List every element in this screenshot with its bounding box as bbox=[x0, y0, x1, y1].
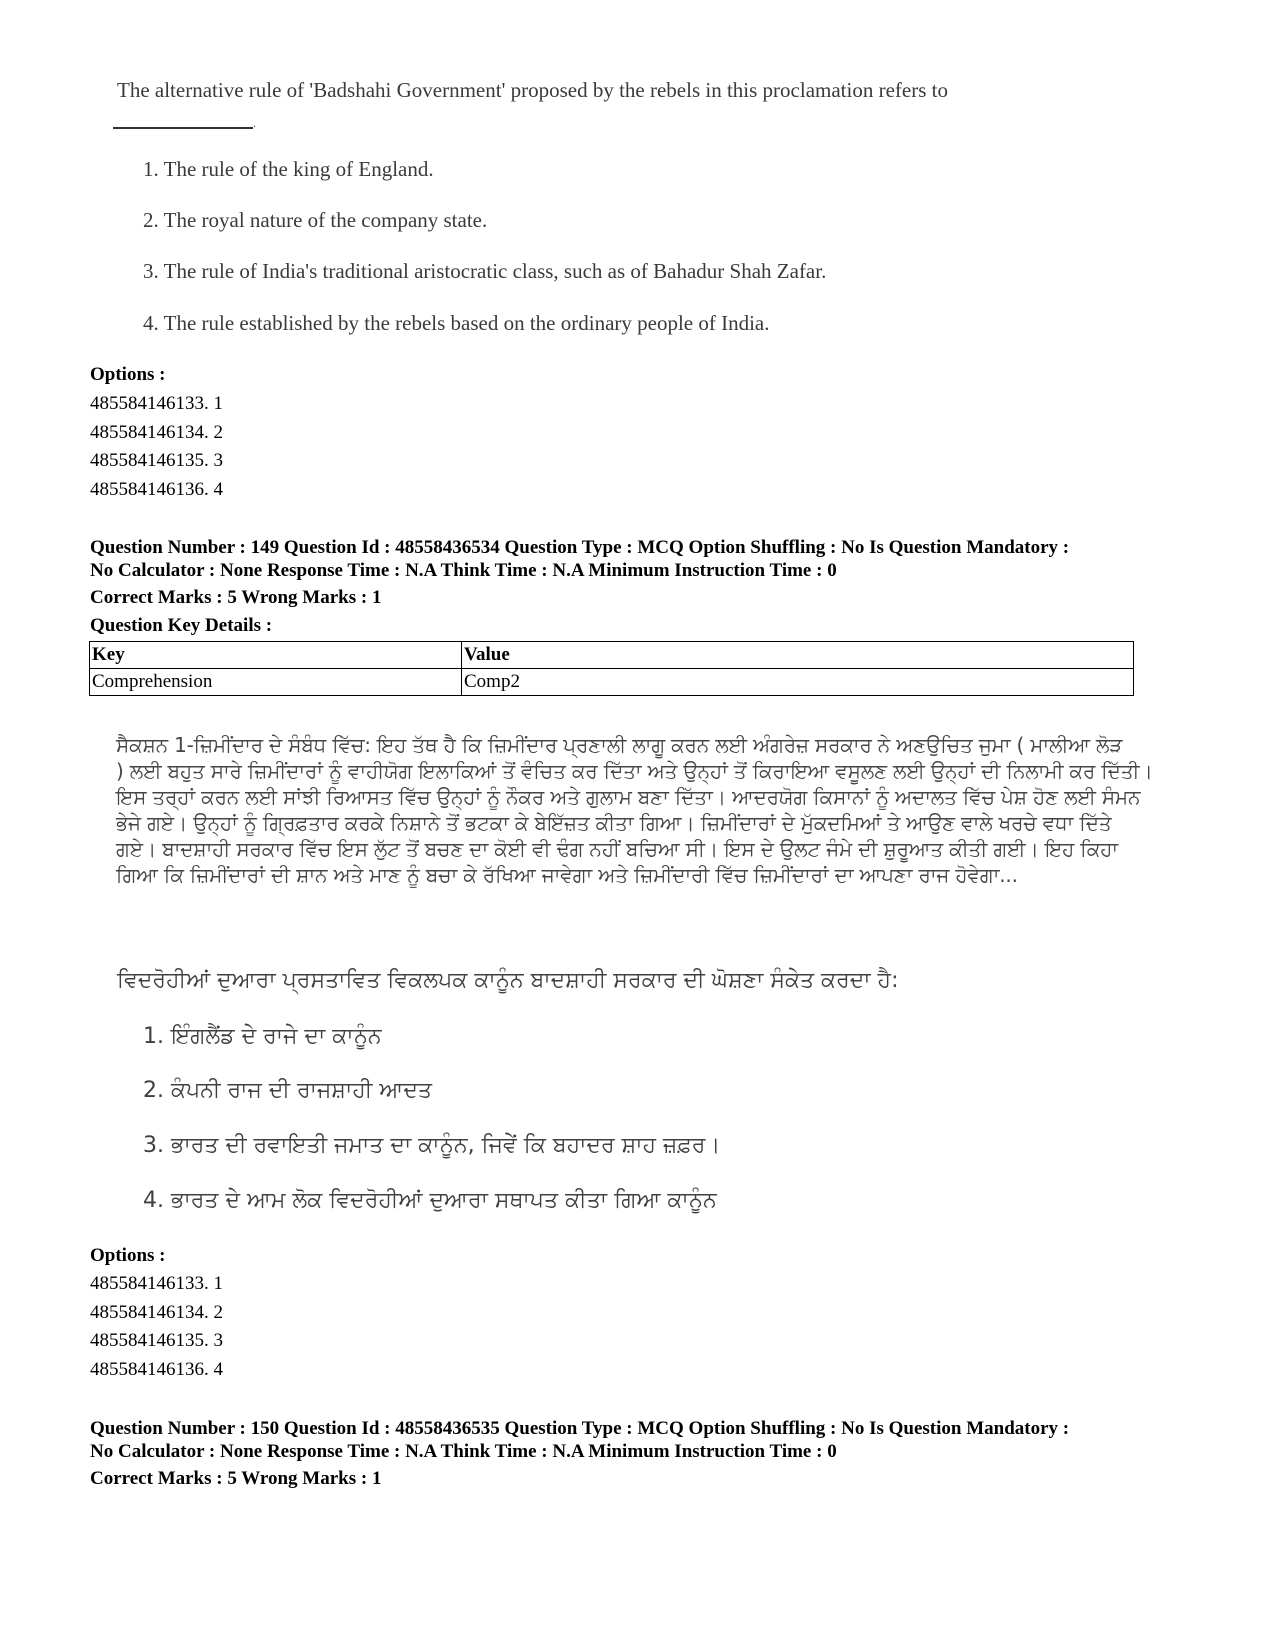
option-item: 485584146134. 2 bbox=[90, 421, 223, 443]
q149-item-4: 4. ਭਾਰਤ ਦੇ ਆਮ ਲੋਕ ਵਿਦਰੋਹੀਆਂ ਦੁਆਰਾ ਸਥਾਪਤ ਕੀਤਾ ਗਿਆ ਕਾਨੂੰਨ bbox=[143, 1188, 717, 1213]
option-item: 485584146134. 2 bbox=[90, 1301, 223, 1323]
q149-meta bbox=[90, 536, 1069, 582]
passage-line: ਸੈਕਸ਼ਨ 1-ਜ਼ਿਮੀਂਦਾਰ ਦੇ ਸੰਬੰਧ ਵਿੱਚ: ਇਹ ਤੱਥ ਹੈ ਕਿ ਜ਼ਿਮੀਂਦਾਰ ਪ੍ਰਣਾਲੀ ਲਾਗੂ ਕਰਨ ਲਈ ਅੰਗਰੇਜ਼ ਸਰਕਾਰ ਨੇ ਅਣਉਚਿਤ ਜੁਮਾ ( ਮਾਲੀਆ ਲੋੜ bbox=[116, 733, 1123, 757]
q149-item-1: 1. ਇੰਗਲੈਂਡ ਦੇ ਰਾਜੇ ਦਾ ਕਾਨੂੰਨ bbox=[143, 1024, 382, 1049]
table-row bbox=[90, 669, 1134, 696]
passage-line: ) ਲਈ ਬਹੁਤ ਸਾਰੇ ਜ਼ਿਮੀਂਦਾਰਾਂ ਨੂੰ ਵਾਹੀਯੋਗ ਇਲਾਕਿਆਂ ਤੋਂ ਵੰਚਿਤ ਕਰ ਦਿੱਤਾ ਅਤੇ ਉਨ੍ਹਾਂ ਤੋਂ ਕਿਰਾਇਆ ਵਸੂਲਣ ਲਈ ਉਨ੍ਹਾਂ ਦੀ ਨਿਲਾਮੀ ਕਰ ਦਿੱਤੀ। bbox=[116, 759, 1153, 783]
q149-options-list bbox=[90, 1270, 223, 1384]
q150-meta-line1: Question Number : 150 Question Id : 48558436535 Question Type : MCQ Option Shuffling : No Is Question Mandatory : bbox=[90, 1418, 1070, 1439]
passage-line: ਗਿਆ ਕਿ ਜ਼ਿਮੀਂਦਾਰਾਂ ਦੀ ਸ਼ਾਨ ਅਤੇ ਮਾਣ ਨੂੰ ਬਚਾ ਕੇ ਰੱਖਿਆ ਜਾਵੇਗਾ ਅਤੇ ਜ਼ਿਮੀਂਦਾਰੀ ਵਿੱਚ ਜ਼ਿਮੀਂਦਾਰਾਂ ਦਾ ਆਪਣਾ ਰਾਜ ਹੋਵੇਗਾ... bbox=[116, 863, 1018, 887]
table-cell-key: Comprehension bbox=[90, 669, 462, 696]
table-cell-value: Comp2 bbox=[462, 669, 1134, 696]
option-item: 485584146136. 4 bbox=[90, 478, 223, 500]
option-item: 485584146135. 3 bbox=[90, 450, 223, 471]
table-header-row bbox=[90, 642, 1134, 669]
q149-meta-line1: Question Number : 149 Question Id : 48558436534 Question Type : MCQ Option Shuffling : No Is Question Mandatory : bbox=[90, 537, 1070, 558]
prev-question-item-3: 3. The rule of India's traditional aristocratic class, such as of Bahadur Shah Zafar. bbox=[143, 259, 827, 283]
prev-question-item-1: 1. The rule of the king of England. bbox=[143, 157, 434, 181]
q150-meta-line2: No Calculator : None Response Time : N.A Think Time : N.A Minimum Instruction Time : 0 bbox=[90, 1441, 837, 1462]
q149-question-text: ਵਿਦਰੋਹੀਆਂ ਦੁਆਰਾ ਪ੍ਰਸਤਾਵਿਤ ਵਿਕਲਪਕ ਕਾਨੂੰਨ ਬਾਦਸ਼ਾਹੀ ਸਰਕਾਰ ਦੀ ਘੋਸ਼ਣਾ ਸੰਕੇਤ ਕਰਦਾ ਹੈ: bbox=[117, 968, 899, 993]
prev-question-blank: . bbox=[113, 116, 256, 134]
passage-line: ਭੇਜੇ ਗਏ। ਉਨ੍ਹਾਂ ਨੂੰ ਗ੍ਰਿਫ਼ਤਾਰ ਕਰਕੇ ਨਿਸ਼ਾਨੇ ਤੋਂ ਭਟਕਾ ਕੇ ਬੇਇੱਜ਼ਤ ਕੀਤਾ ਗਿਆ। ਜ਼ਿਮੀਂਦਾਰਾਂ ਦੇ ਮੁੱਕਦਮਿਆਂ ਤੇ ਆਉਣ ਵਾਲੇ ਖਰਚੇ ਵਧਾ ਦਿੱਤੇ bbox=[116, 811, 1112, 835]
q149-passage bbox=[116, 732, 1153, 888]
prev-question-item-4: 4. The rule established by the rebels based on the ordinary people of India. bbox=[143, 311, 770, 335]
option-item: 485584146136. 4 bbox=[90, 1358, 223, 1380]
table-header-key: Key bbox=[90, 642, 462, 669]
prev-question-item-2: 2. The royal nature of the company state. bbox=[143, 208, 488, 232]
option-item: 485584146135. 3 bbox=[90, 1330, 223, 1351]
q149-item-2: 2. ਕੰਪਨੀ ਰਾਜ ਦੀ ਰਾਜਸ਼ਾਹੀ ਆਦਤ bbox=[143, 1078, 432, 1103]
passage-line: ਇਸ ਤਰ੍ਹਾਂ ਕਰਨ ਲਈ ਸਾਂਝੀ ਰਿਆਸਤ ਵਿੱਚ ਉਨ੍ਹਾਂ ਨੂੰ ਨੌਕਰ ਅਤੇ ਗੁਲਾਮ ਬਣਾ ਦਿੱਤਾ। ਆਦਰਯੋਗ ਕਿਸਾਨਾਂ ਨੂੰ ਅਦਾਲਤ ਵਿੱਚ ਪੇਸ਼ ਹੋਣ ਲਈ ਸੰਮਨ bbox=[116, 785, 1141, 809]
option-item: 485584146133. 1 bbox=[90, 1273, 223, 1294]
prev-options-list bbox=[90, 390, 223, 504]
q150-meta bbox=[90, 1417, 1069, 1463]
table-header-value: Value bbox=[462, 642, 1134, 669]
q150-marks: Correct Marks : 5 Wrong Marks : 1 bbox=[90, 1468, 382, 1489]
option-item: 485584146133. 1 bbox=[90, 393, 223, 414]
q149-marks: Correct Marks : 5 Wrong Marks : 1 bbox=[90, 587, 382, 608]
q149-meta-line2: No Calculator : None Response Time : N.A Think Time : N.A Minimum Instruction Time : 0 bbox=[90, 560, 837, 581]
passage-line: ਗਏ। ਬਾਦਸ਼ਾਹੀ ਸਰਕਾਰ ਵਿੱਚ ਇਸ ਲੁੱਟ ਤੋਂ ਬਚਣ ਦਾ ਕੋਈ ਵੀ ਢੰਗ ਨਹੀਂ ਬਚਿਆ ਸੀ। ਇਸ ਦੇ ਉਲਟ ਜੰਮੇ ਦੀ ਸ਼ੁਰੂਆਤ ਕੀਤੀ ਗਈ। ਇਹ ਕਿਹਾ bbox=[116, 837, 1118, 861]
q149-key-table bbox=[89, 641, 1134, 696]
prev-question-stem: The alternative rule of 'Badshahi Government' proposed by the rebels in this proclamation refers to bbox=[117, 78, 948, 102]
q149-item-3: 3. ਭਾਰਤ ਦੀ ਰਵਾਇਤੀ ਜਮਾਤ ਦਾ ਕਾਨੂੰਨ, ਜਿਵੇਂ ਕਿ ਬਹਾਦਰ ਸ਼ਾਹ ਜ਼ਫ਼ਰ। bbox=[143, 1133, 721, 1158]
q149-options-label: Options : bbox=[90, 1245, 166, 1266]
q149-key-details-label: Question Key Details : bbox=[90, 615, 273, 636]
prev-options-label: Options : bbox=[90, 364, 166, 385]
